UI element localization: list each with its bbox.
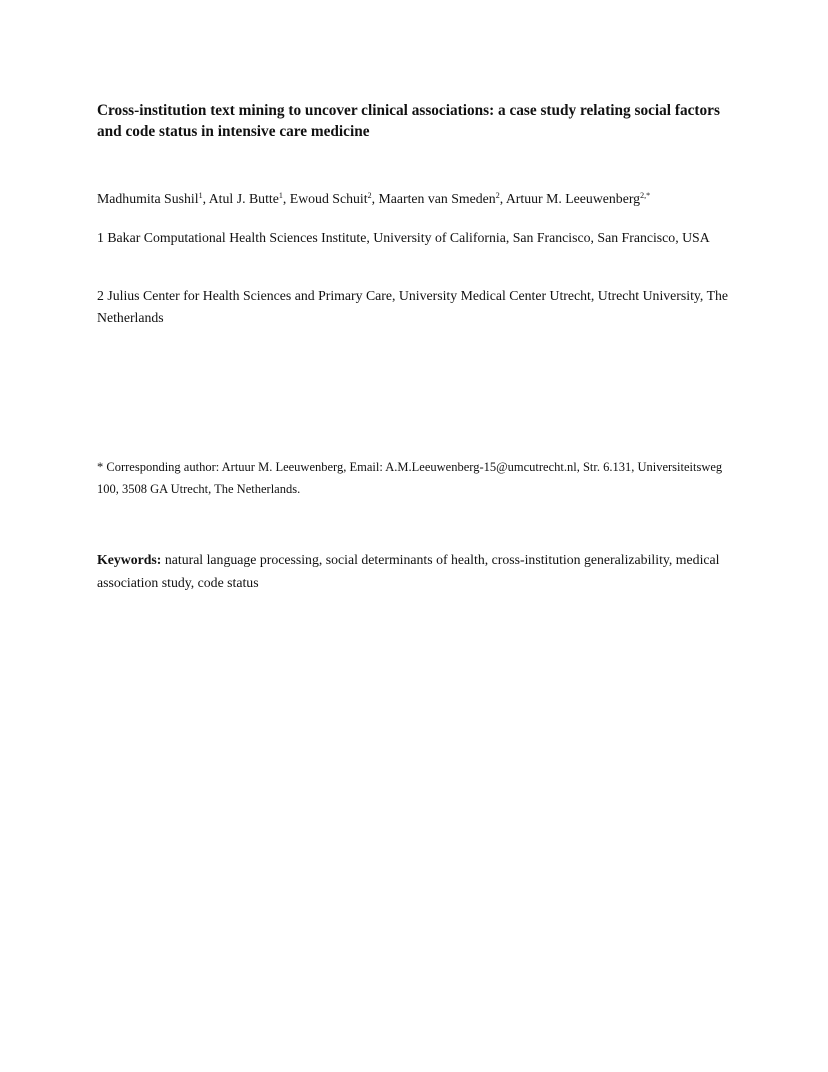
keywords-text: natural language processing, social determinants of health, cross-institution generalizability, medical association study, code status xyxy=(97,552,720,590)
author-affiliation-mark: 1 xyxy=(278,191,283,200)
affiliation-1: 1 Bakar Computational Health Sciences Institute, University of California, San Francisco, San Francisco, USA xyxy=(97,230,710,245)
author-name: Maarten van Smeden xyxy=(378,191,496,206)
author-list xyxy=(97,188,757,209)
author-name: Atul J. Butte xyxy=(208,191,279,206)
author-separator: , xyxy=(202,191,209,206)
affiliation-2: 2 Julius Center for Health Sciences and Primary Care, University Medical Center Utrecht, Utrecht University, The Netherlands xyxy=(97,288,729,325)
author-affiliation-mark: 2 xyxy=(367,191,372,200)
author-affiliation-mark: 2,* xyxy=(640,191,651,200)
paper-title: Cross-institution text mining to uncover clinical associations: a case study relating social factors and code status in intensive care medicine xyxy=(97,102,720,140)
keywords-label: Keywords: xyxy=(97,552,162,567)
corresponding-author-note: * Corresponding author: Artuur M. Leeuwenberg, Email: A.M.Leeuwenberg-15@umcutrecht.nl, Str. 6.131, Universiteitsweg 100, 3508 GA Utrecht, The Netherlands. xyxy=(97,460,723,496)
author-separator: , xyxy=(282,191,290,206)
author-name: Ewoud Schuit xyxy=(289,191,368,206)
author-affiliation-mark: 2 xyxy=(495,191,500,200)
keywords xyxy=(97,548,737,594)
author-name: Artuur M. Leeuwenberg xyxy=(505,191,641,206)
author-separator: , xyxy=(499,191,506,206)
author-name: Madhumita Sushil xyxy=(97,191,199,206)
author-separator: , xyxy=(371,191,379,206)
author-affiliation-mark: 1 xyxy=(198,191,203,200)
